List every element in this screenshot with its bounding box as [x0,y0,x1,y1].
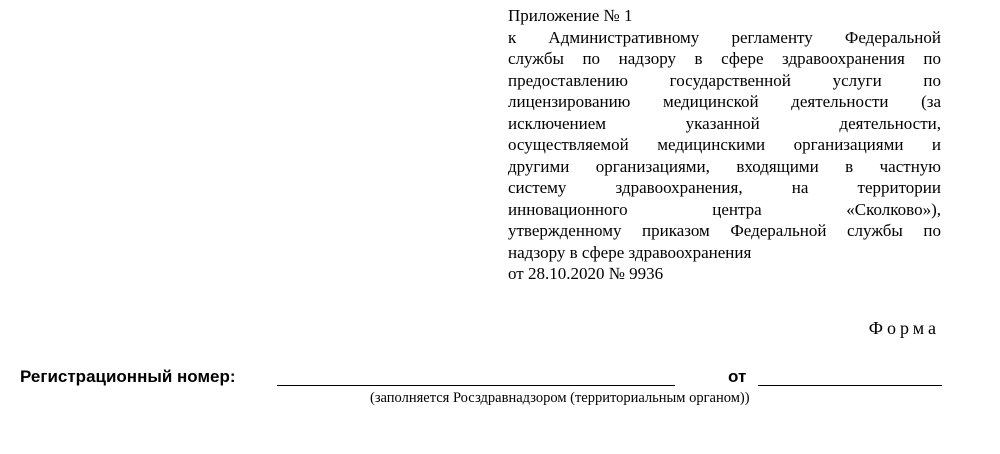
registration-date-field[interactable] [758,385,942,386]
appendix-line: утвержденному приказом Федеральной службы по [508,221,941,240]
appendix-line: предоставлению государственной услуги по [508,70,941,90]
registration-number-label: Регистрационный номер: [20,367,236,386]
appendix-header [508,5,941,285]
appendix-title: Приложение № 1 [508,6,633,25]
appendix-line: другими организациями, входящими в частную [508,156,941,176]
appendix-order-date: от 28.10.2020 № 9936 [508,264,664,283]
appendix-line: инновационного центра «Сколково»), [508,199,941,219]
appendix-line: к Административному регламенту Федеральной [508,27,941,47]
appendix-line: систему здравоохранения, на территории [508,178,941,197]
appendix-line: надзору в сфере здравоохранения [508,242,752,262]
date-from-label: от [728,367,747,386]
appendix-line: осуществляемой медицинскими организациями и [508,135,941,154]
registration-hint: (заполняется Росздравнадзором (территориальным органом)) [370,390,750,406]
appendix-line: лицензированию медицинской деятельности (за [508,92,941,111]
form-label: Форма [868,318,940,338]
appendix-line: службы по надзору в сфере здравоохранения по [508,49,941,68]
registration-number-field[interactable] [277,385,675,386]
appendix-line: исключением указанной деятельности, [508,113,941,133]
